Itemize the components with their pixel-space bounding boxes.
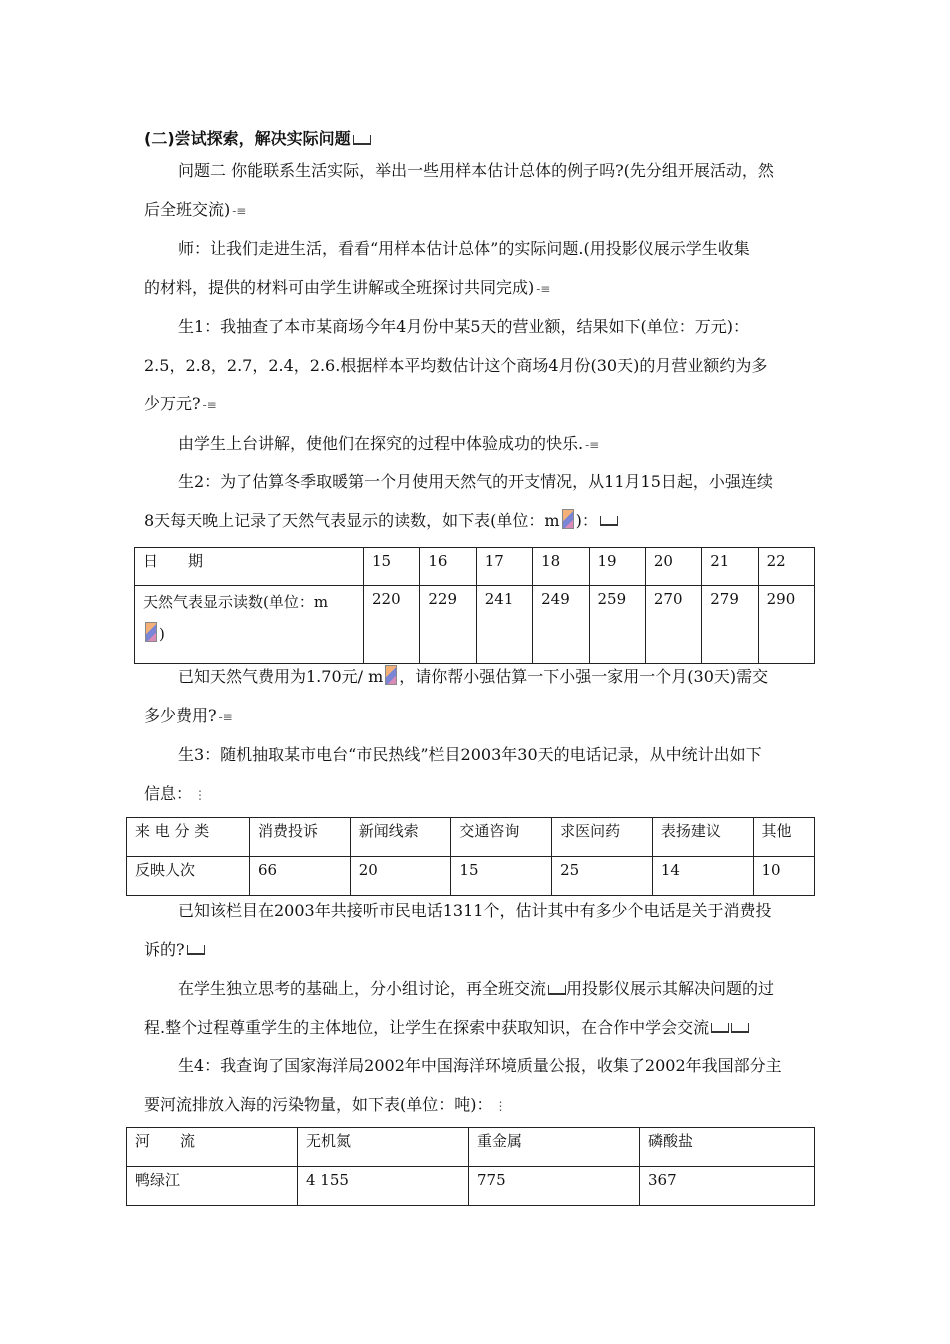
section-heading: (二)尝试探索，解决实际问题	[144, 120, 814, 159]
gas-reading-cell: 270	[645, 586, 701, 664]
gas-date-cell: 17	[476, 548, 532, 586]
paragraph-mark-icon	[731, 1023, 749, 1033]
gas-date-cell: 19	[589, 548, 645, 586]
paragraph-question-two: 问题二 你能联系生活实际，举出一些用样本估计总体的例子吗?(先分组开展活动，然 后全班交流) -≡	[144, 161, 774, 219]
paragraph-student-four: 生4：我查询了国家海洋局2002年中国海洋环境质量公报，收集了2002年我国部分主 要河流排放入海的污染物量，如下表(单位：吨)： ⋮	[144, 1056, 782, 1114]
call-category-cell: 表扬建议	[652, 818, 753, 857]
paragraph-gas-cost: 已知天然气费用为1.70元/ m ，请你帮小强估算一下小强一家用一个月(30天)需交 多少费用? -≡	[144, 667, 769, 725]
call-count-cell: 20	[350, 857, 451, 896]
phosphate-header: 磷酸盐	[640, 1128, 815, 1167]
call-count-cell: 10	[753, 857, 814, 896]
nitrogen-header: 无机氮	[298, 1128, 469, 1167]
call-category-cell: 其他	[753, 818, 814, 857]
gas-date-cell: 22	[758, 548, 814, 586]
gas-date-cell: 21	[702, 548, 758, 586]
line-end-icon: -≡	[232, 203, 247, 218]
river-header: 河 流	[127, 1128, 298, 1167]
gas-reading-header: 天然气表显示读数(单位：m )	[135, 586, 364, 664]
line-end-icon: -≡	[202, 398, 217, 412]
call-count-cell: 66	[250, 857, 351, 896]
gas-reading-cell: 229	[420, 586, 476, 664]
paragraph-student-one: 生1：我抽查了本市某商场今年4月份中某5天的营业额，结果如下(单位：万元)： 2.5，2.8，2.7，2.4，2.6.根据样本平均数估计这个商场4月份(30天)的月营业额约为多 少万元? -≡	[144, 317, 768, 413]
line-end-icon: -≡	[536, 281, 551, 296]
paragraph-mark-icon	[548, 985, 566, 995]
gas-reading-cell: 259	[589, 586, 645, 664]
line-end-icon: -≡	[585, 438, 600, 452]
call-count-cell: 25	[552, 857, 653, 896]
table-row	[127, 818, 815, 857]
paragraph-group-discussion: 在学生独立思考的基础上，分小组讨论，再全班交流 用投影仪展示其解决问题的过 程.整个过程尊重学生的主体地位，让学生在探索中获取知识，在合作中学会交流	[144, 979, 775, 1037]
gas-reading-cell: 290	[758, 586, 814, 664]
line-end-icon: ⋮	[194, 787, 207, 802]
paragraph-complaint-question: 已知该栏目在2003年共接听市民电话1311个，估计其中有多少个电话是关于消费投 诉的?	[144, 901, 772, 959]
heavy-metal-header: 重金属	[469, 1128, 640, 1167]
paragraph-student-two: 生2：为了估算冬季取暖第一个月使用天然气的开支情况，从11月15日起，小强连续 8天每天晚上记录了天然气表显示的读数，如下表(单位：m )：	[144, 472, 773, 530]
phosphate-cell: 367	[640, 1167, 815, 1206]
paragraph-student-three: 生3：随机抽取某市电台“市民热线”栏目2003年30天的电话记录，从中统计出如下 信息： ⋮	[144, 745, 762, 803]
call-count-cell: 15	[451, 857, 552, 896]
river-pollution-table	[126, 1127, 815, 1206]
river-name-cell: 鸭绿江	[127, 1167, 298, 1206]
gas-date-cell: 16	[420, 548, 476, 586]
call-category-cell: 新闻线索	[350, 818, 451, 857]
gas-reading-cell: 241	[476, 586, 532, 664]
gas-reading-cell: 220	[364, 586, 420, 664]
table-row	[127, 857, 815, 896]
gas-date-header: 日 期	[135, 548, 364, 586]
hotline-table	[126, 817, 815, 896]
gas-reading-cell: 249	[533, 586, 589, 664]
call-count-cell: 14	[652, 857, 753, 896]
nitrogen-cell: 4 155	[298, 1167, 469, 1206]
call-category-cell: 求医问药	[552, 818, 653, 857]
call-category-cell: 消费投诉	[250, 818, 351, 857]
call-category-header: 来 电 分 类	[127, 818, 250, 857]
paragraph-mark-icon	[187, 945, 205, 955]
gas-reading-table	[134, 547, 815, 664]
gas-date-cell: 18	[533, 548, 589, 586]
call-category-cell: 交通咨询	[451, 818, 552, 857]
heavy-metal-cell: 775	[469, 1167, 640, 1206]
gas-reading-cell: 279	[702, 586, 758, 664]
paragraph-mark-icon	[711, 1023, 729, 1033]
paragraph-mark-icon	[353, 135, 371, 145]
call-count-header: 反映人次	[127, 857, 250, 896]
paragraph-teacher: 师：让我们走进生活，看看“用样本估计总体”的实际问题.(用投影仪展示学生收集 的材料，提供的材料可由学生讲解或全班探讨共同完成) -≡	[144, 239, 750, 297]
cubic-unit-icon	[385, 665, 397, 685]
table-row	[127, 1128, 815, 1167]
paragraph-student-presentation: 由学生上台讲解，使他们在探究的过程中体验成功的快乐. -≡	[178, 434, 600, 453]
line-end-icon: -≡	[218, 709, 233, 724]
gas-date-cell: 20	[645, 548, 701, 586]
table-row	[135, 586, 815, 664]
gas-date-cell: 15	[364, 548, 420, 586]
cubic-unit-icon	[562, 509, 574, 529]
table-row	[127, 1167, 815, 1206]
line-end-icon: ⋮	[494, 1098, 507, 1113]
paragraph-mark-icon	[600, 516, 618, 526]
cubic-unit-icon	[145, 622, 157, 642]
table-row	[135, 548, 815, 586]
